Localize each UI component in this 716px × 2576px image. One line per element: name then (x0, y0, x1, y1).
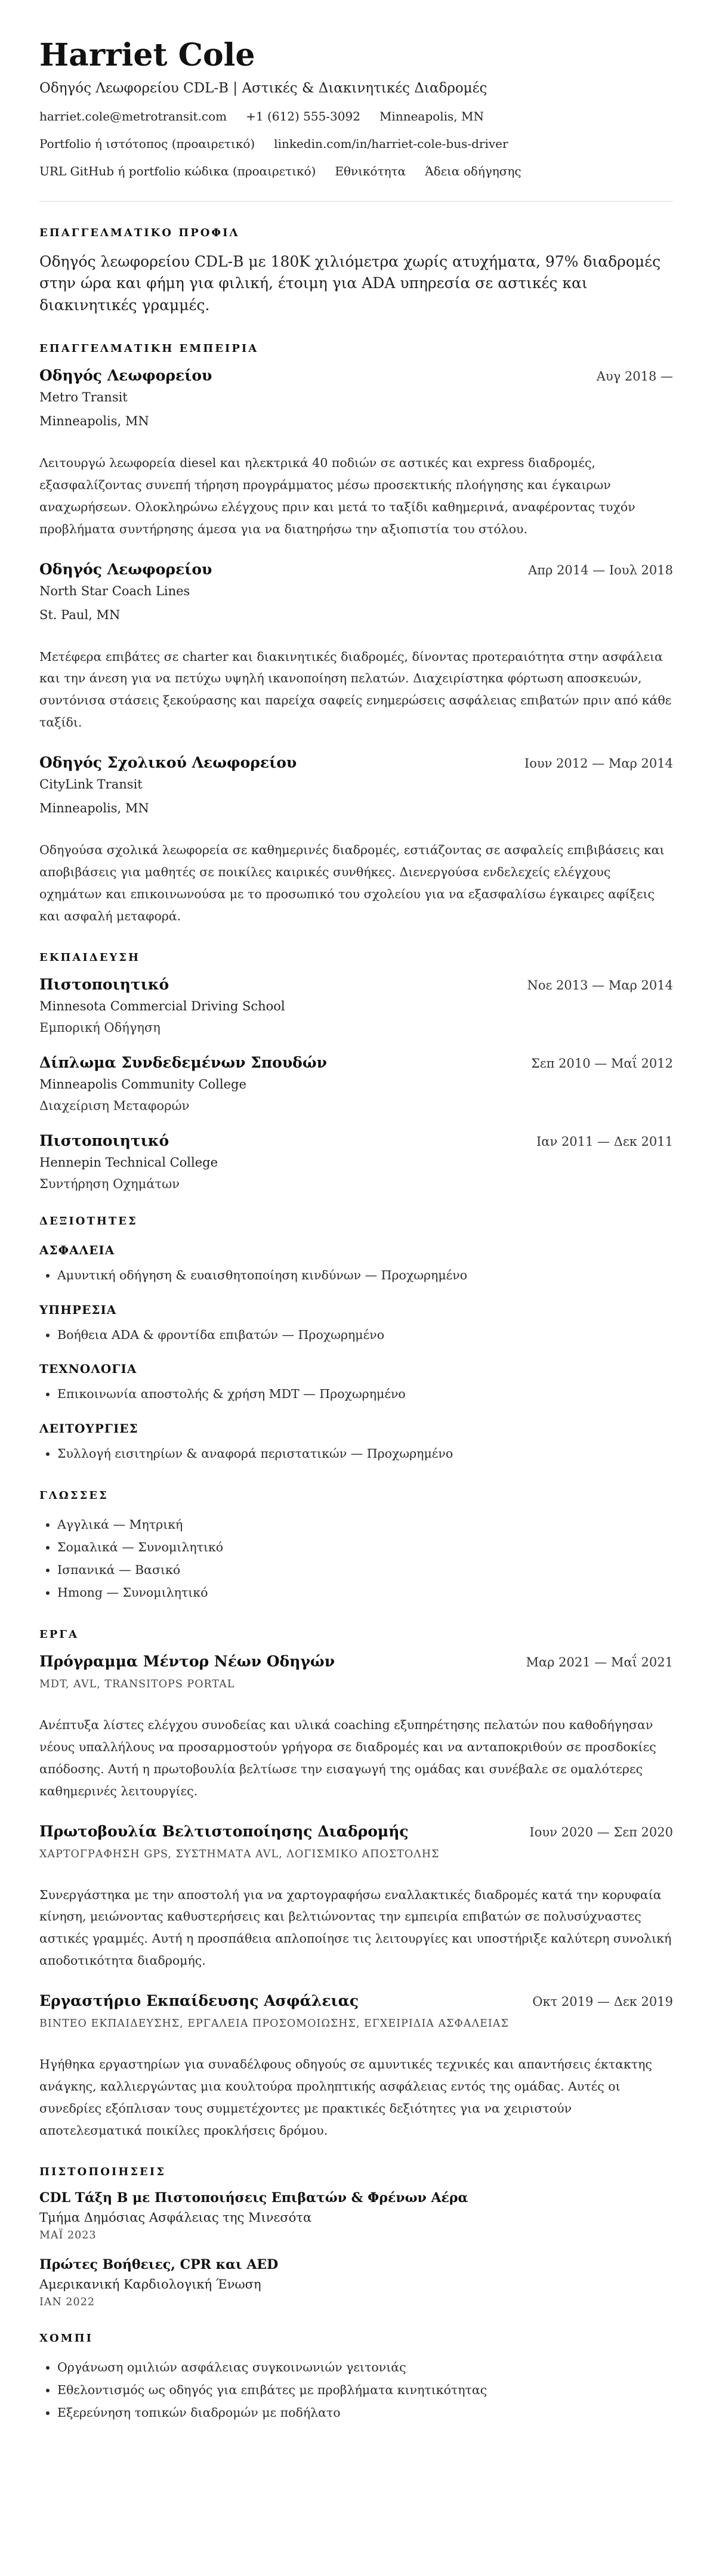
project-tech: ΒΙΝΤΕΟ ΕΚΠΑΙΔΕΥΣΗΣ, ΕΡΓΑΛΕΙΑ ΠΡΟΣΟΜΟΙΩΣΗΣ, ΕΓΧΕΙΡΙΔΙΑ ΑΣΦΑΛΕΙΑΣ (39, 2018, 509, 2030)
education-entry (39, 976, 673, 1035)
summary-text: Οδηγός λεωφορείου CDL-B με 180K χιλιόμετρα χωρίς ατυχήματα, 97% διαδρομές στην ώρα και φήμη για φιλική, έτοιμη για ADA υπηρεσία σε αστικές και διακινητικές γραμμές. (39, 253, 661, 314)
projects-title: ΕΡΓΑ (39, 1628, 79, 1641)
contact-github[interactable]: URL GitHub ή portfolio κώδικα (προαιρετικό) (39, 164, 316, 179)
summary-section (39, 227, 673, 316)
skills-title: ΔΕΞΙΟΤΗΤΕΣ (39, 1214, 138, 1227)
job-dates: Αυγ 2018 — (596, 369, 673, 384)
projects-section (39, 1628, 673, 2142)
project-description: Συνεργάστηκα με την αποστολή για να χαρτογραφήσω εναλλακτικές διαδρομές κατά την κορυφαία κίνηση, μειώνοντας καθυστερήσεις και βελτιώνοντας την εμπειρία επιβατών σε πολυσύχναστες αστικές γραμμές. Αυτή η προσπάθεια απλοποίησε τις λειτουργίες και υποστήριξε καλύτερη συνολική αποδοτικότητα διαδρομής. (39, 1887, 672, 1968)
certification-issuer: Τμήμα Δημόσιας Ασφάλειας της Μινεσότα (39, 2210, 312, 2225)
certification-date: ΜΑΪ 2023 (39, 2229, 97, 2241)
contact-location: Minneapolis, MN (379, 109, 484, 124)
project-dates: Οκτ 2019 — Δεκ 2019 (532, 1994, 673, 2009)
job-company: CityLink Transit (39, 777, 143, 792)
job-dates: Ιουν 2012 — Μαρ 2014 (524, 756, 673, 771)
skill-list (39, 1383, 673, 1406)
hobby-item: • Εξερεύνηση τοπικών διαδρομών με ποδήλατο (57, 2402, 673, 2425)
contact-row-1 (39, 109, 673, 123)
certification-entry (39, 2190, 673, 2241)
experience-entry (39, 561, 673, 734)
job-company: North Star Coach Lines (39, 583, 190, 598)
education-school: Minneapolis Community College (39, 1077, 246, 1091)
job-description: Λειτουργώ λεωφορεία diesel και ηλεκτρικά 40 ποδιών σε αστικές και express διαδρομές, εξασφαλίζοντας συνεπή τήρηση προγράμματος μέσω προσεκτικής πλοήγησης και έγκαιρων αναχωρήσεων. Ολοκληρώνω ελέγχους πριν και μετά το ταξίδι καθημερινά, αναφέροντας τυχόν προβλήματα συντήρησης άμεσα για να διατηρήσω την αξιοπιστία του στόλου. (39, 455, 635, 536)
hobbies-section (39, 2332, 673, 2425)
skill-item: • Αμυντική οδήγηση & ευαισθητοποίηση κινδύνων — Προχωρημένο (57, 1264, 673, 1287)
project-description: Ανέπτυξα λίστες ελέγχου συνοδείας και υλικά coaching εξυπηρέτησης πελατών που καθοδήγησαν νέους υπαλλήλους να προσαρμοστούν γρήγορα σε διαδρομές και να ανταποκριθούν σε προσδοκίες απόδοσης. Αυτή η πρωτοβουλία βελτίωσε την εισαγωγή της ομάδας και συνέβαλε σε ομαλότερες καθημερινές λειτουργίες. (39, 1718, 656, 1798)
hobby-list (39, 2357, 673, 2425)
education-title: ΕΚΠΑΙΔΕΥΣΗ (39, 951, 141, 964)
summary-title: ΕΠΑΓΓΕΛΜΑΤΙΚΟ ΠΡΟΦΙΛ (39, 227, 240, 240)
skill-category: ΥΠΗΡΕΣΙΑ (39, 1302, 117, 1317)
experience-section (39, 342, 673, 927)
skill-category: ΤΕΧΝΟΛΟΓΙΑ (39, 1362, 137, 1377)
languages-title: ΓΛΩΣΣΕΣ (39, 1489, 109, 1502)
contact-linkedin[interactable]: linkedin.com/in/harriet-cole-bus-driver (274, 137, 508, 151)
skill-list (39, 1324, 673, 1347)
job-dates: Απρ 2014 — Ιουλ 2018 (528, 562, 673, 577)
education-school: Minnesota Commercial Driving School (39, 998, 285, 1013)
job-description: Οδηγούσα σχολικά λεωφορεία σε καθημερινές διαδρομές, εστιάζοντας σε ασφαλείς επιβιβάσεις και αποβιβάσεις για μαθητές σε ποικίλες καιρικές συνθήκες. Διενεργούσα ενδελεχείς ελέγχους οχημάτων και επικοινωνούσα με το προσωπικό του σχολείου για να εξασφαλίσω έγκαιρες αφίξεις και ασφαλή μεταφορά. (39, 843, 665, 923)
experience-entry (39, 367, 673, 540)
job-title: Οδηγός Λεωφορείου (39, 560, 212, 578)
education-entry (39, 1054, 673, 1113)
project-entry (39, 1653, 673, 1802)
education-degree: Δίπλωμα Συνδεδεμένων Σπουδών (39, 1053, 327, 1071)
experience-title: ΕΠΑΓΓΕΛΜΑΤΙΚΗ ΕΜΠΕΙΡΙΑ (39, 342, 259, 355)
contact-email[interactable]: harriet.cole@metrotransit.com (39, 109, 227, 124)
certifications-title: ΠΙΣΤΟΠΟΙΗΣΕΙΣ (39, 2165, 166, 2178)
experience-entry (39, 754, 673, 927)
contact-nationality: Εθνικότητα (335, 164, 406, 179)
project-name: Πρόγραμμα Μέντορ Νέων Οδηγών (39, 1653, 335, 1670)
education-field: Συντήρηση Οχημάτων (39, 1176, 180, 1191)
languages-section (39, 1489, 673, 1604)
skill-list (39, 1443, 673, 1465)
education-degree: Πιστοποιητικό (39, 975, 169, 993)
skill-item: • Βοήθεια ADA & φροντίδα επιβατών — Προχωρημένο (57, 1324, 673, 1347)
contact-row-3 (39, 164, 673, 178)
skills-section (39, 1215, 673, 1466)
job-location: Minneapolis, MN (39, 413, 149, 428)
language-item: • Αγγλικά — Μητρική (57, 1514, 673, 1536)
education-school: Hennepin Technical College (39, 1155, 218, 1170)
skill-item: • Συλλογή εισιτηρίων & αναφορά περιστατικών — Προχωρημένο (57, 1443, 673, 1465)
skill-category: ΑΣΦΑΛΕΙΑ (39, 1242, 115, 1257)
contact-row-2 (39, 137, 673, 151)
job-company: Metro Transit (39, 389, 128, 404)
education-dates: Νοε 2013 — Μαρ 2014 (527, 978, 673, 992)
certification-name: CDL Τάξη B με Πιστοποιήσεις Επιβατών & Φρένων Αέρα (39, 2190, 468, 2206)
education-degree: Πιστοποιητικό (39, 1131, 169, 1149)
contact-portfolio[interactable]: Portfolio ή ιστότοπος (προαιρετικό) (39, 137, 255, 151)
language-item: • Σομαλικά — Συνομιλητικό (57, 1536, 673, 1559)
project-name: Πρωτοβουλία Βελτιστοποίησης Διαδρομής (39, 1822, 409, 1840)
project-dates: Ιουν 2020 — Σεπ 2020 (529, 1824, 673, 1839)
project-entry (39, 1992, 673, 2142)
header-divider (39, 201, 673, 202)
education-dates: Σεπ 2010 — Μαΐ 2012 (530, 1056, 673, 1071)
hobby-item: • Εθελοντισμός ως οδηγός για επιβάτες με προβλήματα κινητικότητας (57, 2379, 673, 2402)
certifications-section (39, 2166, 673, 2308)
job-title: Οδηγός Λεωφορείου (39, 366, 212, 384)
hobbies-title: ΧΟΜΠΙ (39, 2331, 93, 2345)
project-name: Εργαστήριο Εκπαίδευσης Ασφάλειας (39, 1992, 359, 2010)
job-location: St. Paul, MN (39, 607, 121, 622)
certification-name: Πρώτες Βοήθειες, CPR και AED (39, 2256, 279, 2272)
project-tech: ΧΑΡΤΟΓΡΑΦΗΣΗ GPS, ΣΥΣΤΗΜΑΤΑ AVL, ΛΟΓΙΣΜΙΚΟ ΑΠΟΣΤΟΛΗΣ (39, 1848, 440, 1860)
certification-entry (39, 2257, 673, 2308)
contact-phone[interactable]: +1 (612) 555-3092 (246, 109, 360, 124)
job-location: Minneapolis, MN (39, 801, 149, 816)
project-entry (39, 1823, 673, 1972)
language-list (39, 1514, 673, 1604)
education-field: Εμπορική Οδήγηση (39, 1020, 161, 1035)
resume-header (39, 38, 673, 178)
project-dates: Μαρ 2021 — Μαΐ 2021 (526, 1655, 673, 1669)
certification-issuer: Αμερικανική Καρδιολογική Ένωση (39, 2277, 261, 2292)
project-description: Ηγήθηκα εργαστηρίων για συναδέλφους οδηγούς σε αμυντικές τεχνικές και απαντήσεις έκτακτης ανάγκης, καλλιεργώντας μια κουλτούρα προληπτικής ασφάλειας εντός της ομάδας. Αυτές οι συνεδρίες εξόπλισαν τους συμμετέχοντες με πρακτικές δεξιότητες για να χειριστούν αποτελεσματικά ποικίλες προκλήσεις δρόμου. (39, 2057, 652, 2138)
candidate-name: Harriet Cole (39, 37, 255, 73)
education-entry (39, 1132, 673, 1191)
language-item: • Ισπανικά — Βασικό (57, 1559, 673, 1582)
candidate-headline: Οδηγός Λεωφορείου CDL-B | Αστικές & Διακινητικές Διαδρομές (39, 81, 487, 97)
project-tech: MDT, AVL, TRANSITOPS PORTAL (39, 1678, 235, 1690)
education-field: Διαχείριση Μεταφορών (39, 1098, 190, 1113)
contact-license: Άδεια οδήγησης (425, 164, 521, 179)
skill-item: • Επικοινωνία αποστολής & χρήση MDT — Προχωρημένο (57, 1383, 673, 1406)
job-title: Οδηγός Σχολικού Λεωφορείου (39, 754, 297, 772)
skill-category: ΛΕΙΤΟΥΡΓΙΕΣ (39, 1421, 138, 1436)
language-item: • Hmong — Συνομιλητικό (57, 1582, 673, 1604)
education-dates: Ιαν 2011 — Δεκ 2011 (536, 1134, 673, 1149)
hobby-item: • Οργάνωση ομιλιών ασφάλειας συγκοινωνιών γειτονιάς (57, 2357, 673, 2379)
job-description: Μετέφερα επιβάτες σε charter και διακινητικές διαδρομές, δίνοντας προτεραιότητα στην ασφάλεια και την άνεση για να πετύχω υψηλή ικανοποίηση πελατών. Διαχειρίστηκα φόρτωση αποσκευών, συντόνισα στάσεις ξεκούρασης και παρείχα σαφείς ενημερώσεις ασφάλειας επιβατών πριν από κάθε ταξίδι. (39, 649, 672, 730)
skill-list (39, 1264, 673, 1287)
certification-date: ΙΑΝ 2022 (39, 2296, 95, 2308)
education-section (39, 951, 673, 1191)
